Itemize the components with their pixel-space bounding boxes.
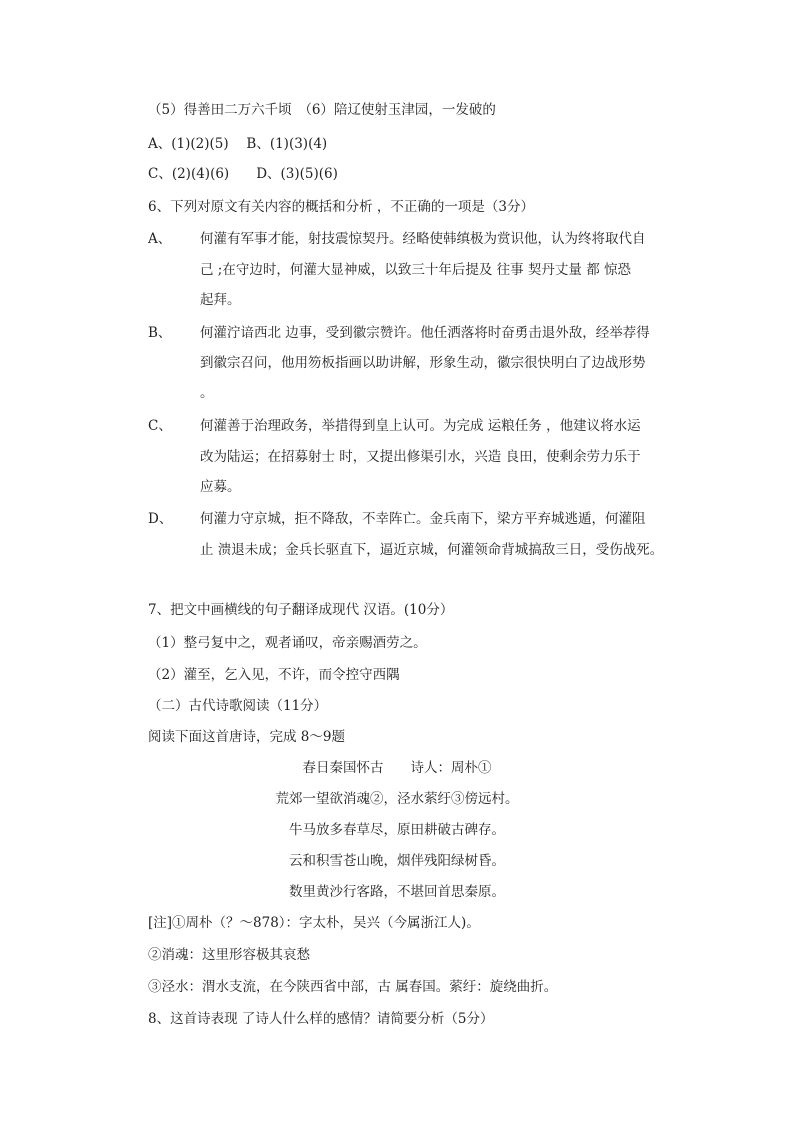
poem-title: 春日秦国怀古 诗人：周朴① (302, 760, 492, 776)
poem-line-4: 数里黄沙行客路，不堪回首思秦原。 (289, 884, 505, 900)
q5-item-tail: （5）得善田二万六千顷 （6）陪辽使射玉津园，一发破的 (148, 102, 496, 118)
q6-option-d-line-1: 何灌力守京城，拒不降敌，不幸阵亡。金兵南下，梁方平弃城逃遁，何灌阻 (200, 511, 646, 527)
q6-option-c-line-2: 改为陆运；在招募射士 时，又提出修渠引水，兴造 良田，使剩余劳力乐于 (200, 449, 641, 465)
reading-instruction: 阅读下面这首唐诗，完成 8～9题 (148, 729, 345, 745)
poem-line-2: 牛马放多春草尽，原田耕破古碑存。 (289, 822, 505, 838)
q6-option-b-line-2: 到徽宗召问，他用笏板指画以助讲解，形象生动，徽宗很快明白了边战形势 (200, 355, 646, 371)
q6-option-b-line-3: 。 (200, 385, 214, 401)
q5-option-row-1: A、(1)(2)(5) B、(1)(3)(4) (148, 136, 328, 152)
section-heading-poetry: （二）古代诗歌阅读（11分） (148, 698, 328, 714)
q5-option-row-2: C、(2)(4)(6) D、(3)(5)(6) (148, 166, 338, 182)
q7-item-1: （1）整弓复中之，观者诵叹，帝亲赐酒劳之。 (148, 635, 427, 651)
q6-option-c-line-3: 应募。 (200, 479, 241, 495)
q6-stem: 6、下列对原文有关内容的概括和分析 ，不正确的一项是（3分） (148, 199, 534, 215)
q6-option-b-letter: B、 (148, 325, 172, 341)
q6-option-c-line-1: 何灌善于治理政务，举措得到皇上认可。为完成 运粮任务 ，他建议将水运 (200, 418, 641, 434)
q7-item-2: （2）灌至，乞入见，不许，而令控守西隅 (148, 667, 400, 683)
q6-option-d-letter: D、 (148, 511, 173, 527)
q6-option-a-letter: A、 (148, 231, 172, 247)
note-2: ②消魂：这里形容极其哀愁 (148, 947, 310, 963)
q6-option-a-line-2: 己 ;在守边时，何灌大显神威，以致三十年后提及 往事 契丹丈量 都 惊恐 (200, 262, 632, 278)
poem-line-1: 荒郊一望欲消魂②，泾水萦纡③傍远村。 (275, 791, 519, 807)
q6-option-c-letter: C、 (148, 418, 172, 434)
q7-stem: 7、把文中画横线的句子翻译成现代 汉语。(10分） (148, 602, 454, 618)
q6-option-a-line-3: 起拜。 (200, 292, 241, 308)
note-1: [注]①周朴（？～878）：字太朴，吴兴（今属浙江人)。 (148, 915, 480, 931)
note-3: ③泾水：渭水支流，在今陕西省中部，古 属春国。萦纡：旋绕曲折。 (148, 979, 558, 995)
poem-line-3: 云和积雪苍山晚，烟伴残阳绿树昏。 (289, 853, 505, 869)
q6-option-a-line-1: 何灌有军事才能，射技震惊契丹。经略使韩缜极为赏识他，认为终将取代自 (200, 231, 646, 247)
q6-option-d-line-2: 止 溃退未成；金兵长驱直下，逼近京城，何灌领命背城搞敌三日，受伤战死。 (200, 542, 664, 558)
q6-option-b-line-1: 何灌泞谙西北 边事，受到徽宗赞许。他任洒落将时奋勇击退外敌，经举荐得 (200, 325, 650, 341)
q8-stem: 8、这首诗表现 了诗人什么样的感情？请简要分析（5分） (148, 1011, 494, 1027)
